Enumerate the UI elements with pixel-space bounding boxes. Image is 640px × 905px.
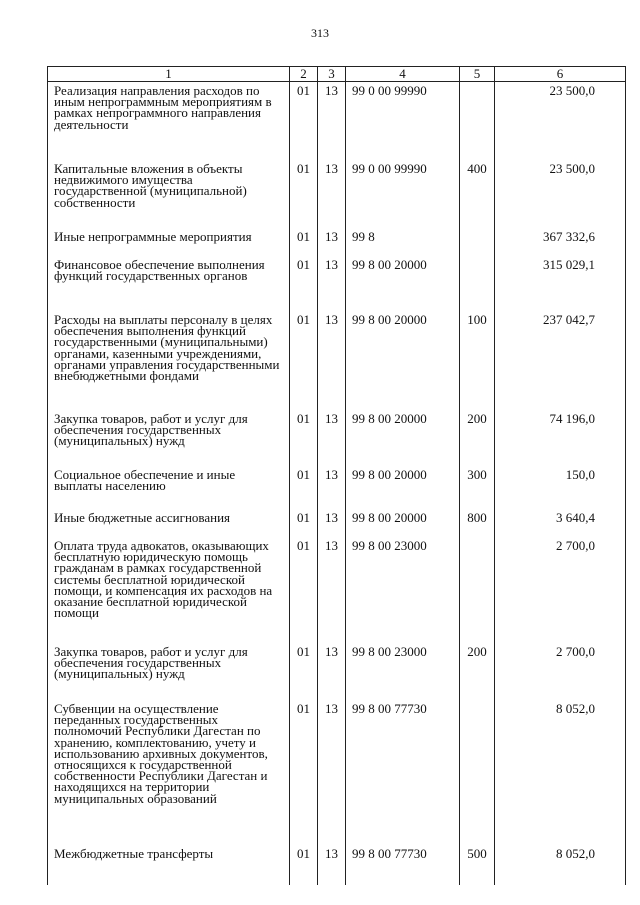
- subsection-code: 13: [318, 410, 346, 466]
- expense-name: Социальное обеспечение и иные выплаты населению: [48, 466, 290, 509]
- expense-type-code: [460, 82, 495, 161]
- target-article-code: 99 8 00 20000: [346, 466, 460, 509]
- subsection-code: 13: [318, 256, 346, 311]
- target-article-code: 99 8 00 23000: [346, 537, 460, 643]
- expense-name: Оплата труда адвокатов, оказывающих бесплатную юридическую помощь гражданам в рамках государственной системы бесплатной юридической помощи, и компенсация их расходов на оказание бесплатной юридической помощи: [48, 537, 290, 643]
- table-row: [48, 643, 626, 700]
- subsection-code: 13: [318, 160, 346, 228]
- subsection-code: 13: [318, 228, 346, 256]
- expense-name: Межбюджетные трансферты: [48, 845, 290, 885]
- expense-name: Закупка товаров, работ и услуг для обеспечения государственных (муниципальных) нужд: [48, 410, 290, 466]
- expense-name: Закупка товаров, работ и услуг для обеспечения государственных (муниципальных) нужд: [48, 643, 290, 700]
- section-code: 01: [290, 160, 318, 228]
- amount: 2 700,0: [495, 643, 626, 700]
- table-row: [48, 700, 626, 845]
- expense-name: Иные бюджетные ассигнования: [48, 509, 290, 537]
- section-code: 01: [290, 700, 318, 845]
- section-code: 01: [290, 466, 318, 509]
- target-article-code: 99 8 00 20000: [346, 311, 460, 410]
- column-header: 5: [460, 67, 495, 82]
- table-row: [48, 82, 626, 161]
- target-article-code: 99 8 00 23000: [346, 643, 460, 700]
- expense-type-code: 400: [460, 160, 495, 228]
- table-row: [48, 509, 626, 537]
- header-row: [48, 67, 626, 82]
- table-row: [48, 410, 626, 466]
- expense-type-code: [460, 256, 495, 311]
- amount: 367 332,6: [495, 228, 626, 256]
- expense-name: Капитальные вложения в объекты недвижимого имущества государственной (муниципальной) собственности: [48, 160, 290, 228]
- amount: 237 042,7: [495, 311, 626, 410]
- table-row: [48, 160, 626, 228]
- amount: 2 700,0: [495, 537, 626, 643]
- subsection-code: 13: [318, 311, 346, 410]
- target-article-code: 99 0 00 99990: [346, 82, 460, 161]
- expense-type-code: 500: [460, 845, 495, 885]
- subsection-code: 13: [318, 466, 346, 509]
- target-article-code: 99 0 00 99990: [346, 160, 460, 228]
- section-code: 01: [290, 228, 318, 256]
- amount: 23 500,0: [495, 82, 626, 161]
- amount: 8 052,0: [495, 845, 626, 885]
- section-code: 01: [290, 845, 318, 885]
- expense-name: Реализация направления расходов по иным непрограммным мероприятиям в рамках непрограммного направления деятельности: [48, 82, 290, 161]
- target-article-code: 99 8 00 77730: [346, 845, 460, 885]
- subsection-code: 13: [318, 845, 346, 885]
- target-article-code: 99 8 00 20000: [346, 256, 460, 311]
- target-article-code: 99 8: [346, 228, 460, 256]
- budget-table: [47, 66, 626, 885]
- target-article-code: 99 8 00 77730: [346, 700, 460, 845]
- table-header: [48, 67, 626, 82]
- amount: 3 640,4: [495, 509, 626, 537]
- expense-name: Финансовое обеспечение выполнения функций государственных органов: [48, 256, 290, 311]
- section-code: 01: [290, 643, 318, 700]
- target-article-code: 99 8 00 20000: [346, 410, 460, 466]
- amount: 74 196,0: [495, 410, 626, 466]
- column-header: 4: [346, 67, 460, 82]
- expense-name: Субвенции на осуществление переданных государственных полномочий Республики Дагестан по хранению, комплектованию, учету и использованию архивных документов, относящихся к государственной собственности Республики Дагестан и находящихся на территории муниципальных образований: [48, 700, 290, 845]
- subsection-code: 13: [318, 509, 346, 537]
- table-body: [48, 82, 626, 886]
- table-row: [48, 845, 626, 885]
- column-header: 1: [48, 67, 290, 82]
- section-code: 01: [290, 256, 318, 311]
- section-code: 01: [290, 82, 318, 161]
- subsection-code: 13: [318, 537, 346, 643]
- amount: 8 052,0: [495, 700, 626, 845]
- table-row: [48, 228, 626, 256]
- expense-type-code: [460, 537, 495, 643]
- page-number: 313: [311, 26, 329, 40]
- expense-type-code: 100: [460, 311, 495, 410]
- section-code: 01: [290, 311, 318, 410]
- expense-type-code: [460, 700, 495, 845]
- section-code: 01: [290, 410, 318, 466]
- subsection-code: 13: [318, 643, 346, 700]
- amount: 315 029,1: [495, 256, 626, 311]
- section-code: 01: [290, 537, 318, 643]
- expense-type-code: [460, 228, 495, 256]
- table-row: [48, 466, 626, 509]
- expense-name: Расходы на выплаты персоналу в целях обеспечения выполнения функций государственными (муниципальными) органами, казенными учреждениями, органами управления государственными внебюджетными фондами: [48, 311, 290, 410]
- table-row: [48, 256, 626, 311]
- table-row: [48, 311, 626, 410]
- table-row: [48, 537, 626, 643]
- expense-name: Иные непрограммные мероприятия: [48, 228, 290, 256]
- expense-type-code: 200: [460, 643, 495, 700]
- column-header: 2: [290, 67, 318, 82]
- section-code: 01: [290, 509, 318, 537]
- subsection-code: 13: [318, 700, 346, 845]
- expense-type-code: 300: [460, 466, 495, 509]
- amount: 150,0: [495, 466, 626, 509]
- target-article-code: 99 8 00 20000: [346, 509, 460, 537]
- column-header: 6: [495, 67, 626, 82]
- expense-type-code: 800: [460, 509, 495, 537]
- column-header: 3: [318, 67, 346, 82]
- amount: 23 500,0: [495, 160, 626, 228]
- expense-type-code: 200: [460, 410, 495, 466]
- subsection-code: 13: [318, 82, 346, 161]
